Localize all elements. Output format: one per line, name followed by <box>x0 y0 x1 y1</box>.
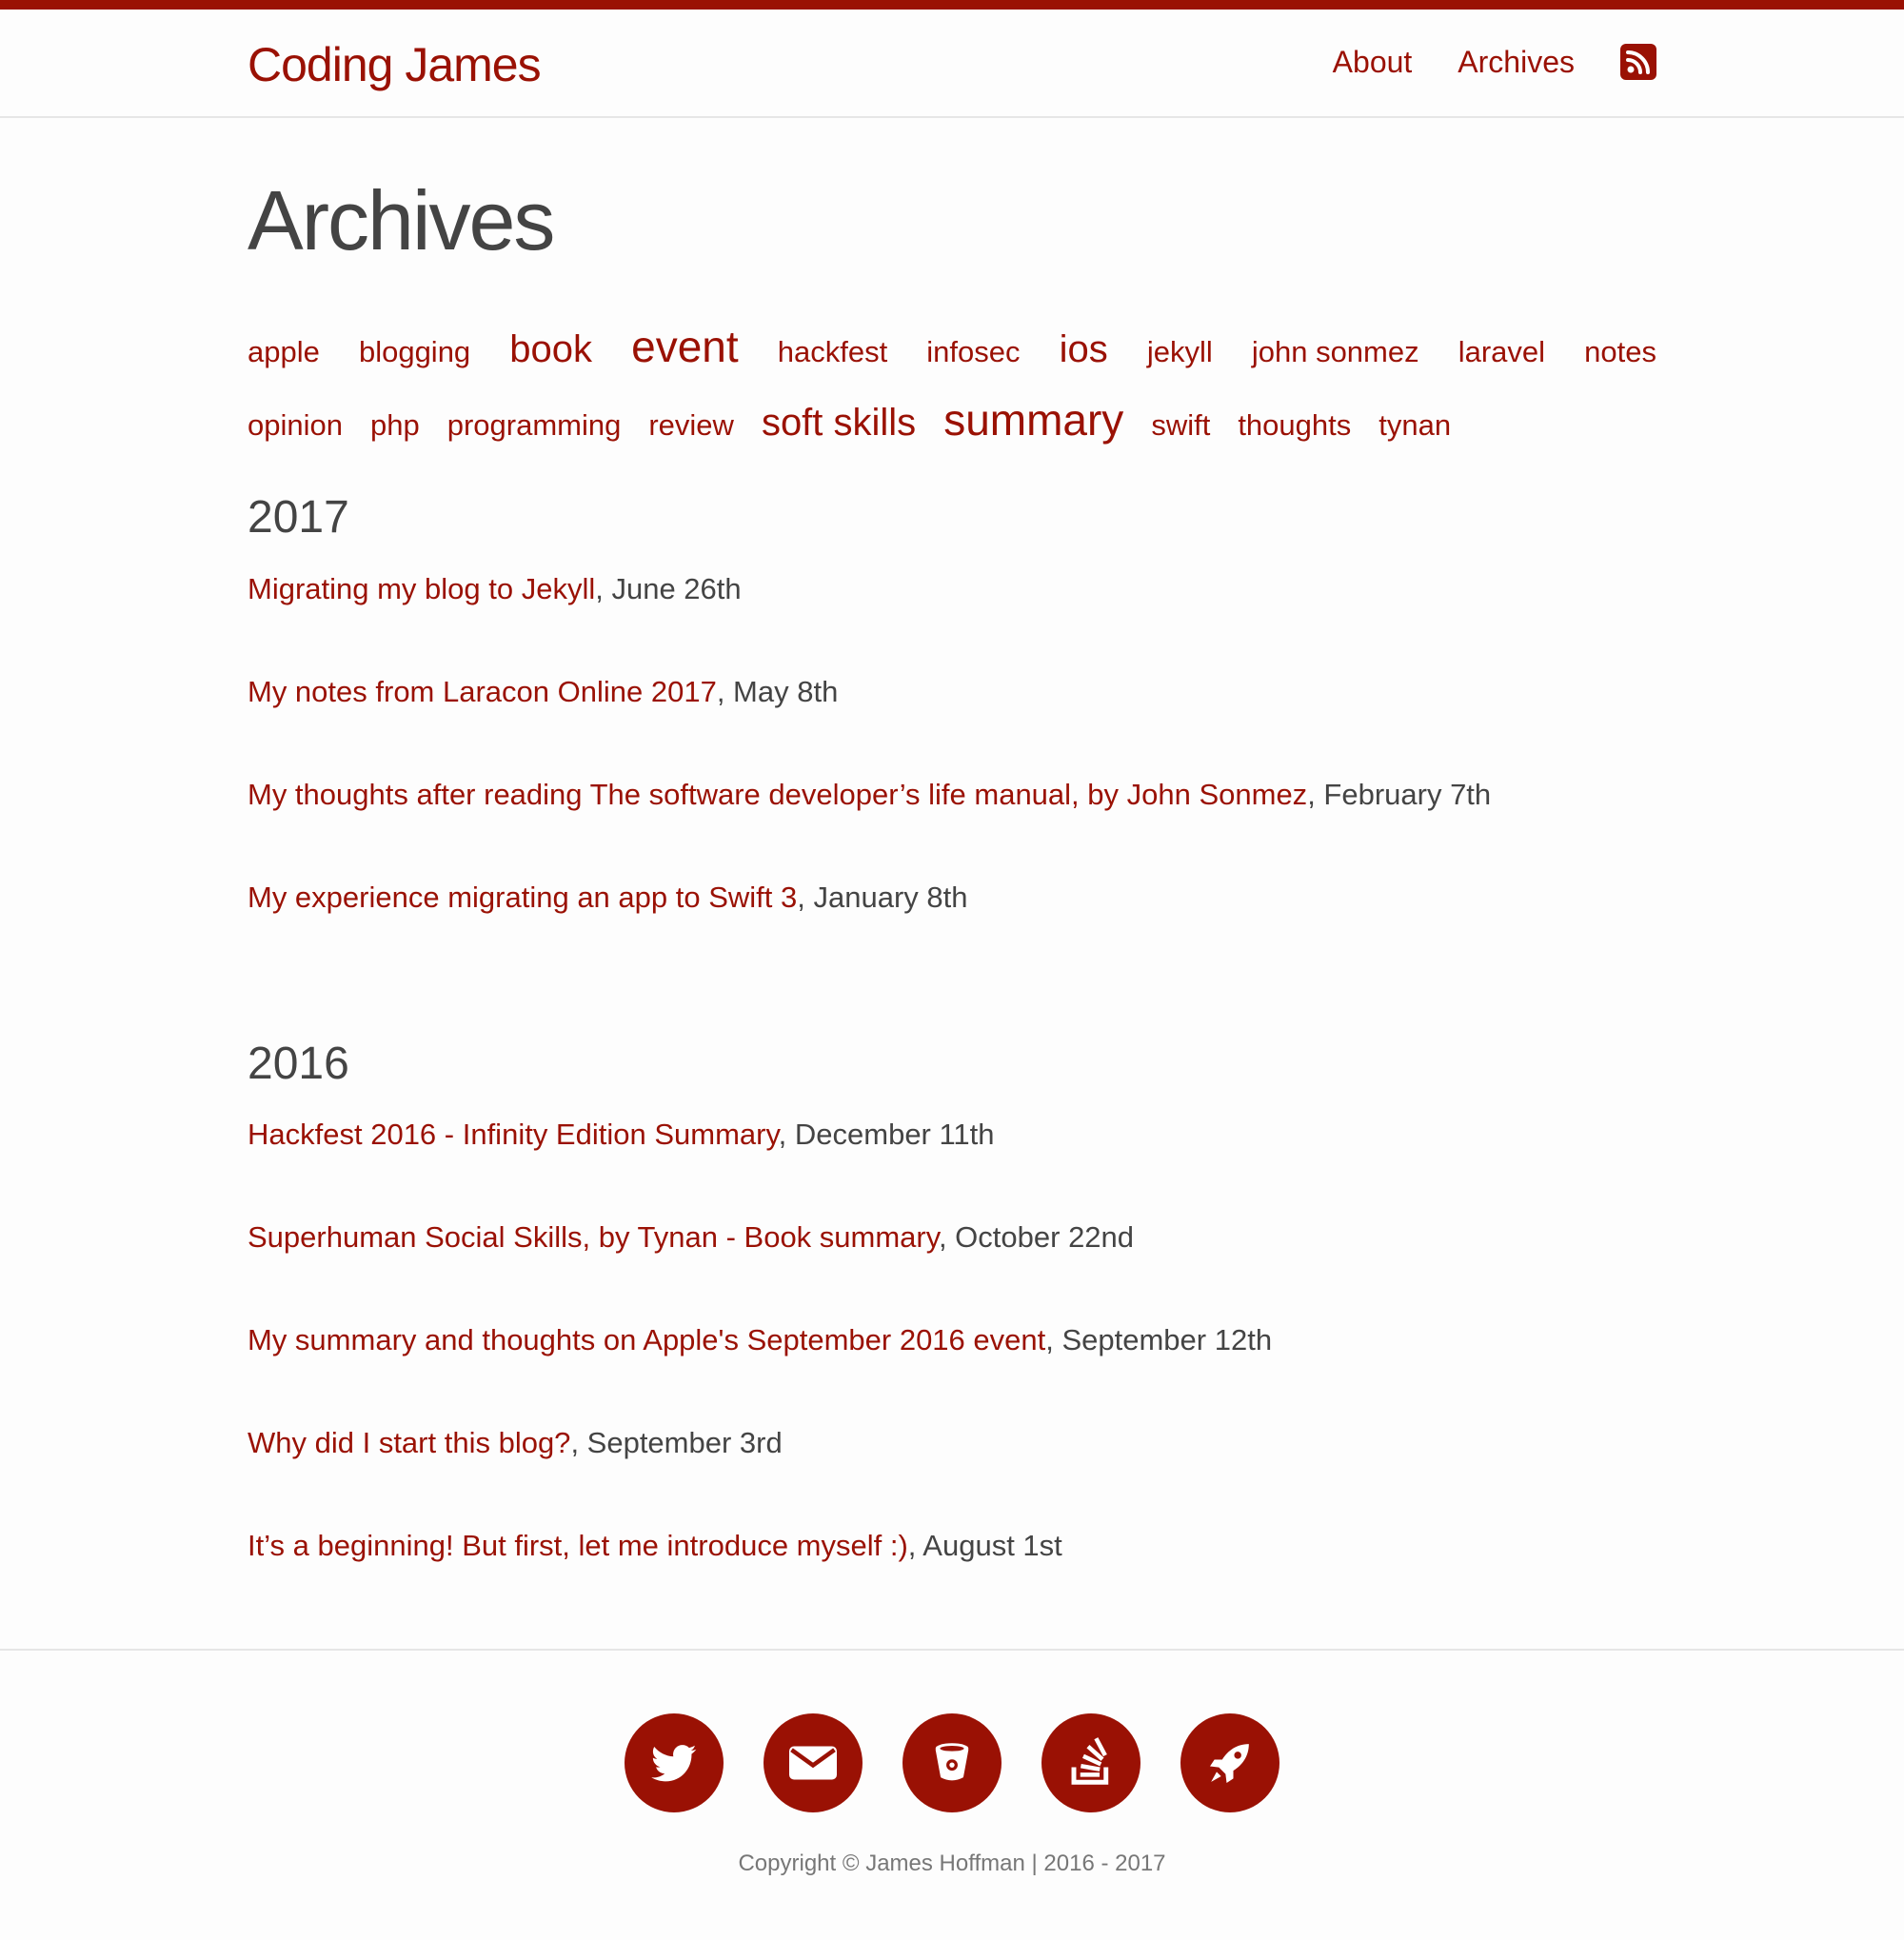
rss-icon[interactable] <box>1620 44 1656 80</box>
post-title-link[interactable]: Migrating my blog to Jekyll <box>248 571 596 605</box>
tag-link-review[interactable]: review <box>648 407 734 442</box>
post-title-link[interactable]: Why did I start this blog? <box>248 1426 571 1460</box>
archive-list <box>248 490 1656 1628</box>
twitter-link[interactable] <box>625 1713 724 1812</box>
site-header <box>0 10 1904 118</box>
main-nav <box>1287 44 1656 80</box>
tag-link-notes[interactable]: notes <box>1584 334 1656 368</box>
year-heading: 2017 <box>248 492 349 544</box>
post-date: , May 8th <box>716 674 839 708</box>
tag-link-hackfest[interactable]: hackfest <box>777 334 888 368</box>
tag-row-1 <box>248 321 1656 373</box>
post-item <box>248 671 1656 774</box>
nav-about-link[interactable]: About <box>1332 45 1413 79</box>
tag-link-swift[interactable]: swift <box>1151 407 1211 442</box>
post-date: , February 7th <box>1307 777 1492 811</box>
bitbucket-link[interactable] <box>902 1713 1002 1812</box>
post-date: , September 12th <box>1045 1323 1273 1357</box>
tag-link-john-sonmez[interactable]: john sonmez <box>1251 334 1419 368</box>
tag-cloud <box>248 321 1656 446</box>
post-item <box>248 568 1656 671</box>
post-item <box>248 1422 1656 1525</box>
tag-link-summary[interactable]: summary <box>943 394 1124 445</box>
post-item <box>248 877 1656 980</box>
tag-link-infosec[interactable]: infosec <box>926 334 1021 368</box>
email-icon <box>784 1734 842 1792</box>
twitter-icon <box>647 1736 701 1790</box>
social-links <box>0 1713 1904 1812</box>
post-date: , August 1st <box>907 1529 1062 1563</box>
post-date: , October 22nd <box>938 1220 1135 1255</box>
copyright-text: Copyright © James Hoffman | 2016 - 2017 <box>738 1851 1166 1876</box>
tag-link-tynan[interactable]: tynan <box>1378 407 1452 442</box>
post-date: , September 3rd <box>570 1426 783 1460</box>
site-title-link[interactable]: Coding James <box>248 38 541 91</box>
page-title: Archives <box>248 173 554 267</box>
top-accent-bar <box>0 0 1904 10</box>
post-title-link[interactable]: My experience migrating an app to Swift 3 <box>248 880 798 914</box>
tag-link-event[interactable]: event <box>631 321 739 371</box>
post-date: , January 8th <box>797 880 968 914</box>
tag-link-apple[interactable]: apple <box>248 334 320 368</box>
email-link[interactable] <box>764 1713 863 1812</box>
post-title-link[interactable]: My summary and thoughts on Apple's September 2016 event <box>248 1323 1046 1357</box>
stackoverflow-link[interactable] <box>1041 1713 1140 1812</box>
bitbucket-icon <box>927 1738 977 1788</box>
tag-link-jekyll[interactable]: jekyll <box>1146 334 1213 368</box>
tag-link-opinion[interactable]: opinion <box>248 407 343 442</box>
post-title-link[interactable]: My thoughts after reading The software developer’s life manual, by John Sonmez <box>248 777 1308 811</box>
rocket-link[interactable] <box>1180 1713 1279 1812</box>
post-date: , June 26th <box>595 571 742 605</box>
nav-archives-link[interactable]: Archives <box>1458 45 1575 79</box>
post-item <box>248 1114 1656 1217</box>
post-date: , December 11th <box>778 1118 995 1152</box>
post-title-link[interactable]: Hackfest 2016 - Infinity Edition Summary <box>248 1118 779 1152</box>
post-item <box>248 1217 1656 1319</box>
tag-link-book[interactable]: book <box>509 327 593 370</box>
tag-link-programming[interactable]: programming <box>446 407 622 442</box>
tag-link-php[interactable]: php <box>369 407 420 442</box>
tag-link-laravel[interactable]: laravel <box>1458 334 1546 368</box>
header-inner <box>248 10 1656 118</box>
post-title-link[interactable]: Superhuman Social Skills, by Tynan - Book summary <box>248 1220 939 1255</box>
tag-row-2 <box>248 394 1656 446</box>
rocket-icon <box>1203 1736 1257 1790</box>
site-footer <box>0 1649 1904 1940</box>
post-item <box>248 1525 1656 1628</box>
post-item <box>248 774 1656 877</box>
year-heading: 2016 <box>248 1038 349 1089</box>
tag-link-blogging[interactable]: blogging <box>358 334 471 368</box>
stackoverflow-icon <box>1065 1737 1117 1789</box>
post-title-link[interactable]: My notes from Laracon Online 2017 <box>248 674 717 708</box>
main-content <box>248 118 1656 1628</box>
post-title-link[interactable]: It’s a beginning! But first, let me introduce myself :) <box>248 1529 908 1563</box>
post-item <box>248 1319 1656 1422</box>
tag-link-thoughts[interactable]: thoughts <box>1238 407 1352 442</box>
tag-link-ios[interactable]: ios <box>1059 327 1108 370</box>
tag-link-soft-skills[interactable]: soft skills <box>761 401 917 444</box>
